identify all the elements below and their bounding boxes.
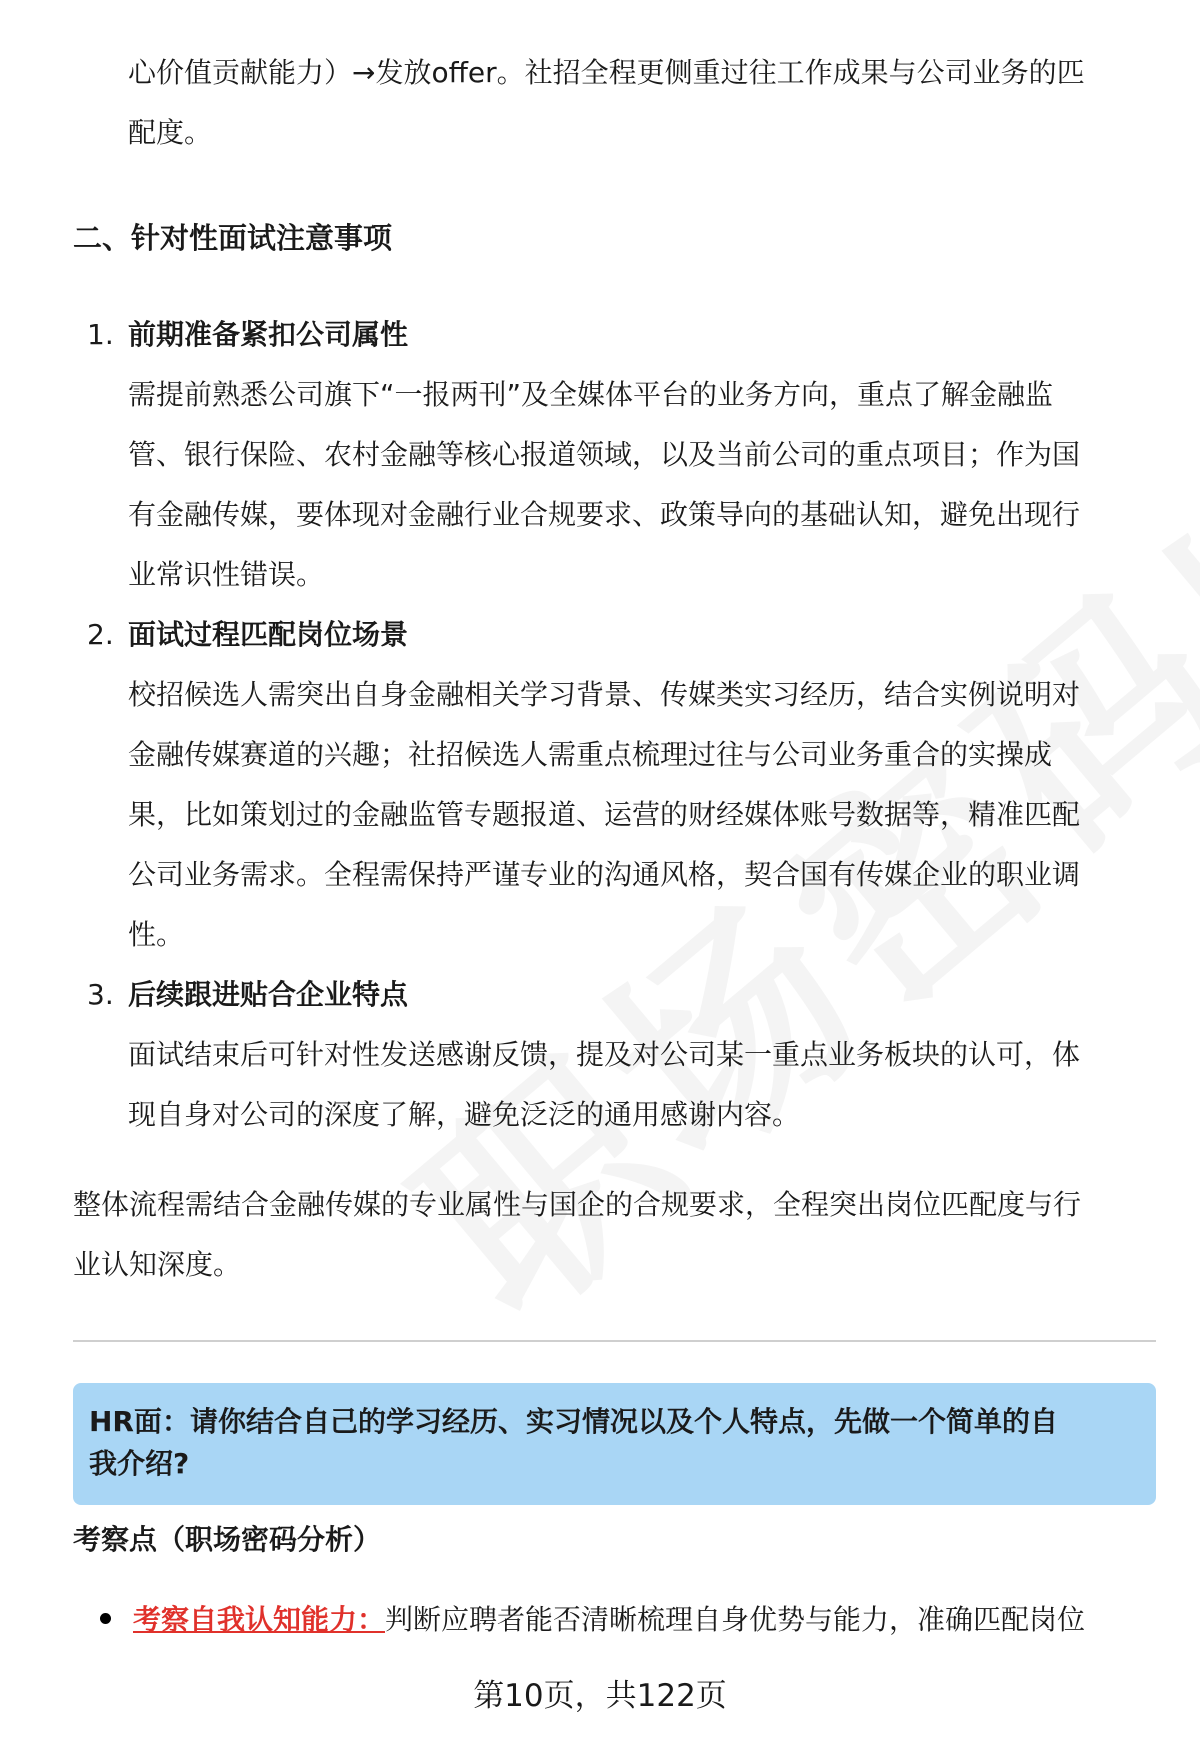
list-item-number: 1.: [87, 318, 114, 351]
list-item-body: [128, 665, 1153, 965]
list-item-title: 后续跟进贴合企业特点: [128, 978, 409, 1011]
bullet-text: 判断应聘者能否清晰梳理自身优势与能力，准确匹配岗位: [385, 1603, 1086, 1636]
list-item-title: 前期准备紧扣公司属性: [128, 318, 409, 351]
list-item-number: 2.: [87, 618, 114, 651]
section-heading: 二、针对性面试注意事项: [73, 221, 393, 255]
list-item-body: [128, 1025, 1153, 1145]
body-line: 面试结束后可针对性发送感谢反馈，提及对公司某一重点业务板块的认可，体: [128, 1038, 1081, 1071]
body-line: 现自身对公司的深度了解，避免泛泛的通用感谢内容。: [128, 1098, 801, 1131]
body-line: 业常识性错误。: [128, 558, 325, 591]
bullet-dot-icon: [100, 1613, 111, 1624]
page-footer: 第10页，共122页: [473, 1678, 727, 1714]
list-item-title: 面试过程匹配岗位场景: [128, 618, 409, 651]
body-line: 校招候选人需突出自身金融相关学习背景、传媒类实习经历，结合实例说明对: [128, 678, 1081, 711]
question-line-1: HR面：请你结合自己的学习经历、实习情况以及个人特点，先做一个简单的自: [89, 1405, 1058, 1438]
list-item-number: 3.: [87, 978, 114, 1011]
question-box: [73, 1383, 1156, 1505]
summary-paragraph: [73, 1175, 1153, 1295]
analysis-bullet: [73, 1590, 1156, 1650]
body-line: 公司业务需求。全程需保持严谨专业的沟通风格，契合国有传媒企业的职业调: [128, 858, 1081, 891]
body-line: 管、银行保险、农村金融等核心报道领域，以及当前公司的重点项目；作为国: [128, 438, 1081, 471]
question-line-2: 我介绍?: [89, 1447, 190, 1480]
body-line: 有金融传媒，要体现对金融行业合规要求、政策导向的基础认知，避免出现行: [128, 498, 1081, 531]
intro-paragraph: [128, 43, 1153, 163]
body-line: 果，比如策划过的金融监管专题报道、运营的财经媒体账号数据等，精准匹配: [128, 798, 1081, 831]
divider: [73, 1340, 1156, 1342]
body-line: 金融传媒赛道的兴趣；社招候选人需重点梳理过往与公司业务重合的实操成: [128, 738, 1053, 771]
body-line: 性。: [128, 918, 185, 951]
bullet-key-label: 考察自我认知能力：: [133, 1603, 386, 1636]
list-item-body: [128, 365, 1153, 605]
intro-line-1: 心价值贡献能力）→发放offer。社招全程更侧重过往工作成果与公司业务的匹: [128, 56, 1085, 89]
analysis-heading: 考察点（职场密码分析）: [73, 1523, 382, 1556]
summary-line-2: 业认知深度。: [73, 1248, 242, 1281]
summary-line-1: 整体流程需结合金融传媒的专业属性与国企的合规要求，全程突出岗位匹配度与行: [73, 1188, 1082, 1221]
intro-line-2: 配度。: [128, 116, 213, 149]
body-line: 需提前熟悉公司旗下“一报两刊”及全媒体平台的业务方向，重点了解金融监: [128, 378, 1054, 411]
